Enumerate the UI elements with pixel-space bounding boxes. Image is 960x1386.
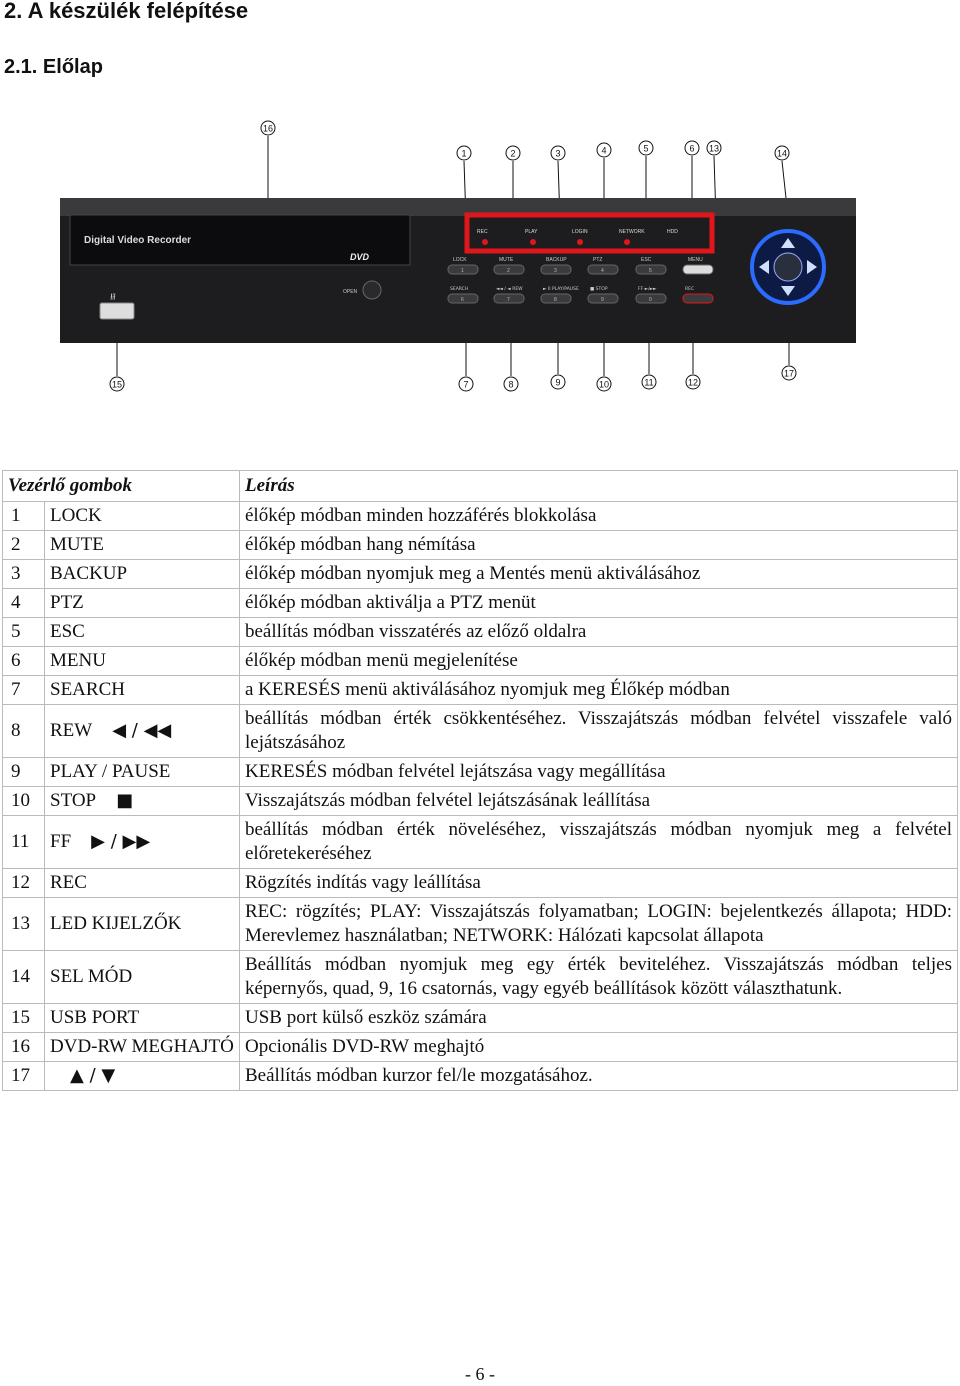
control-label: MUTE [50, 534, 104, 555]
led-light [624, 239, 630, 245]
control-description: Rögzítés indítás vagy leállítása [240, 869, 958, 898]
open-label: OPEN [343, 289, 358, 295]
table-row [3, 951, 958, 1004]
table-row [3, 1062, 958, 1091]
control-name [45, 787, 240, 816]
control-label: SEL MÓD [50, 966, 133, 987]
control-name [45, 869, 240, 898]
control-description: élőkép módban menü megjelenítése [240, 647, 958, 676]
control-label: LED KIJELZŐK [50, 913, 182, 934]
control-name [45, 758, 240, 787]
dvd-logo: DVD [350, 252, 370, 262]
table-row [3, 647, 958, 676]
row-number: 13 [3, 898, 45, 951]
row-number: 3 [3, 560, 45, 589]
control-name [45, 589, 240, 618]
table-row [3, 1033, 958, 1062]
control-name [45, 531, 240, 560]
top-button-label: MENU [688, 257, 703, 263]
brand-label: Digital Video Recorder [84, 235, 192, 246]
callout-number: 8 [508, 379, 514, 390]
header-description: Leírás [240, 471, 958, 502]
top-button-digit: 2 [507, 268, 510, 274]
row-number: 16 [3, 1033, 45, 1062]
row-number: 8 [3, 705, 45, 758]
control-name [45, 618, 240, 647]
callout-number: 14 [776, 148, 788, 159]
control-label: REC [50, 872, 87, 893]
row-number: 6 [3, 647, 45, 676]
table-row [3, 1004, 958, 1033]
table-row [3, 531, 958, 560]
page-number: - 6 - [465, 1364, 495, 1384]
bottom-button-digit: 7 [507, 297, 510, 303]
top-button-label: LOCK [453, 257, 467, 263]
callout-number: 7 [463, 379, 469, 390]
usb-port[interactable] [100, 303, 134, 319]
control-name [45, 898, 240, 951]
control-label: PLAY / PAUSE [50, 761, 171, 782]
row-number: 15 [3, 1004, 45, 1033]
control-description: USB port külső eszköz számára [240, 1004, 958, 1033]
row-number: 7 [3, 676, 45, 705]
table-row [3, 898, 958, 951]
bottom-button-label: ◄◄ / ◄ REW [496, 287, 523, 292]
bottom-button-digit: 0 [649, 297, 652, 303]
top-button[interactable] [683, 265, 713, 274]
callout-number: 11 [644, 377, 654, 388]
row-number: 10 [3, 787, 45, 816]
control-name [45, 676, 240, 705]
control-label: REW [50, 720, 93, 741]
control-description: KERESÉS módban felvétel lejátszása vagy megállítása [240, 758, 958, 787]
control-description: Visszajátszás módban felvétel lejátszásának leállítása [240, 787, 958, 816]
top-button-digit: 4 [601, 268, 604, 274]
control-label: PTZ [50, 592, 84, 613]
table-row [3, 758, 958, 787]
table-row [3, 869, 958, 898]
control-description: a KERESÉS menü aktiválásához nyomjuk meg Élőkép módban [240, 676, 958, 705]
table-row [3, 705, 958, 758]
callout-number: 3 [555, 148, 561, 159]
header-controls: Vezérlő gombok [3, 471, 240, 502]
top-button-digit: 3 [554, 268, 557, 274]
bottom-button-label: SEARCH [450, 287, 469, 292]
callout-number: 16 [262, 123, 274, 134]
control-name [45, 1004, 240, 1033]
top-button-label: BACKUP [546, 257, 567, 263]
control-description: Beállítás módban nyomjuk meg egy érték beviteléhez. Visszajátszás módban teljes képernyős, quad, 9, 16 csatornás, vagy egyéb beállítások között választhatunk. [240, 951, 958, 1004]
row-number: 14 [3, 951, 45, 1004]
led-label: LOGIN [572, 229, 588, 235]
control-name [45, 502, 240, 531]
controls-table [2, 470, 958, 1091]
control-name [45, 1033, 240, 1062]
control-label: USB PORT [50, 1007, 140, 1028]
control-name [45, 816, 240, 869]
table-row [3, 502, 958, 531]
control-name [45, 951, 240, 1004]
control-label: BACKUP [50, 563, 128, 584]
device-top-edge [60, 198, 856, 216]
bottom-button[interactable] [683, 294, 713, 303]
row-number: 1 [3, 502, 45, 531]
led-light [577, 239, 583, 245]
callout-number: 12 [687, 377, 699, 388]
led-light [530, 239, 536, 245]
bottom-button-label: REC [685, 287, 695, 292]
callout-number: 6 [689, 143, 695, 154]
control-description: élőkép módban minden hozzáférés blokkolása [240, 502, 958, 531]
row-number: 12 [3, 869, 45, 898]
control-label: DVD-RW MEGHAJTÓ [50, 1036, 234, 1057]
table-row [3, 618, 958, 647]
control-name [45, 647, 240, 676]
table-row [3, 787, 958, 816]
row-number: 2 [3, 531, 45, 560]
usb-icon: ⭿ [110, 293, 116, 303]
control-name [45, 705, 240, 758]
table-row [3, 676, 958, 705]
led-label: NETWORK [619, 229, 645, 235]
control-description: beállítás módban érték növeléséhez, visszajátszás módban nyomjuk meg a felvétel előretekeréséhez [240, 816, 958, 869]
row-number: 9 [3, 758, 45, 787]
callout-number: 10 [598, 379, 610, 390]
table-row [3, 560, 958, 589]
section-heading: 2. A készülék felépítése [4, 0, 249, 23]
table-row [3, 589, 958, 618]
front-panel-diagram [0, 110, 960, 400]
control-description: beállítás módban érték csökkentéséhez. Visszajátszás módban felvétel visszafele való lejátszásához [240, 705, 958, 758]
control-symbol-icon: ■ [116, 790, 134, 811]
control-label: STOP [50, 790, 97, 811]
control-description: Beállítás módban kurzor fel/le mozgatásához. [240, 1062, 958, 1091]
control-description: élőkép módban aktiválja a PTZ menüt [240, 589, 958, 618]
top-button-label: PTZ [593, 257, 603, 263]
bottom-button-label: ► II PLAY/PAUSE [543, 287, 579, 292]
subsection-heading: 2.1. Előlap [4, 56, 103, 78]
callout-number: 9 [555, 377, 561, 388]
open-button[interactable] [363, 281, 381, 299]
callout-number: 4 [601, 145, 607, 156]
control-name [45, 560, 240, 589]
led-label: PLAY [525, 229, 538, 235]
led-label: HDD [667, 229, 678, 235]
control-name [45, 1062, 240, 1091]
bottom-button-label: FF ►/►► [638, 287, 657, 292]
control-label: MENU [50, 650, 106, 671]
callout-number: 17 [783, 368, 795, 379]
control-label: FF [50, 831, 72, 852]
callout-number: 5 [643, 143, 649, 154]
top-button-label: MUTE [499, 257, 514, 263]
control-symbol-icon: ▲ / ▼ [70, 1065, 116, 1086]
row-number: 11 [3, 816, 45, 869]
control-description: élőkép módban hang némítása [240, 531, 958, 560]
row-number: 4 [3, 589, 45, 618]
top-button-digit: 1 [461, 268, 464, 274]
callout-number: 1 [461, 148, 467, 159]
sel-mode-button[interactable] [774, 253, 802, 281]
callout-number: 2 [510, 148, 516, 159]
top-button-digit: 5 [649, 268, 652, 274]
control-description: beállítás módban visszatérés az előző oldalra [240, 618, 958, 647]
bottom-button-label: ■ STOP [590, 287, 608, 292]
top-button-label: ESC [641, 257, 652, 263]
control-description: REC: rögzítés; PLAY: Visszajátszás folyamatban; LOGIN: bejelentkezés állapota; HDD: Merevlemez használatban; NETWORK: Hálózati kapcsolat állapota [240, 898, 958, 951]
control-symbol-icon: ▶ / ▶▶ [91, 831, 151, 852]
led-label: REC [477, 229, 488, 235]
bottom-button-digit: 9 [601, 297, 604, 303]
row-number: 5 [3, 618, 45, 647]
control-description: Opcionális DVD-RW meghajtó [240, 1033, 958, 1062]
control-label: LOCK [50, 505, 102, 526]
control-symbol-icon: ◀ / ◀◀ [112, 720, 172, 741]
control-description: élőkép módban nyomjuk meg a Mentés menü aktiválásához [240, 560, 958, 589]
control-label: SEARCH [50, 679, 125, 700]
bottom-button-digit: 8 [554, 297, 557, 303]
control-label: ESC [50, 621, 85, 642]
callout-number: 13 [708, 143, 720, 154]
callout-number: 15 [111, 379, 123, 390]
table-row [3, 816, 958, 869]
row-number: 17 [3, 1062, 45, 1091]
bottom-button-digit: 6 [461, 297, 464, 303]
led-light [482, 239, 488, 245]
